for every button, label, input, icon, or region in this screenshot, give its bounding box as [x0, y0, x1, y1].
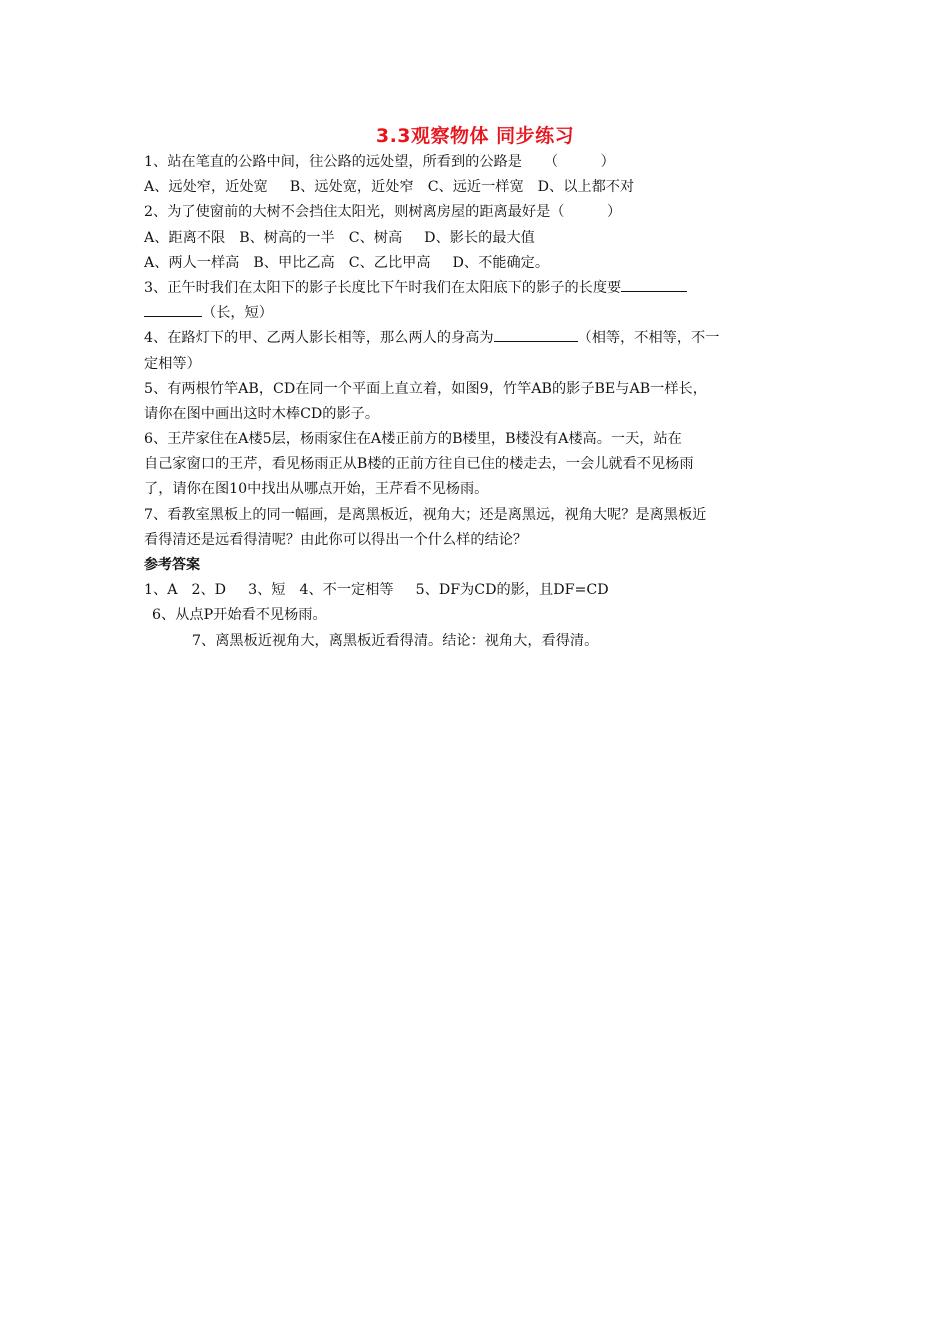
question-4-stem: 4、在路灯下的甲、乙两人影长相等，那么两人的身高为 — [144, 330, 494, 347]
question-1 — [144, 150, 812, 175]
question-2-options-extra — [144, 251, 812, 276]
question-6-line-1 — [144, 427, 812, 452]
option-c: C、远近一样宽 — [427, 179, 524, 196]
question-2-stem: 2、为了使窗前的大树不会挡住太阳光，则树离房屋的距离最好是 — [144, 204, 551, 221]
question-4-choices: （相等，不相等，不一 — [577, 330, 720, 347]
question-7-text: 7、看教室黑板上的同一幅画，是离黑板近，视角大；还是离黑远，视角大呢？是离黑板近 — [144, 506, 707, 523]
option-a: A、两人一样高 — [144, 254, 240, 271]
option-d: D、不能确定。 — [452, 254, 550, 271]
question-3-stem: 3、正午时我们在太阳下的影子长度比下午时我们在太阳底下的影子的长度要 — [144, 279, 622, 296]
answer-1: 1、A — [144, 582, 178, 599]
question-4 — [144, 326, 812, 351]
option-b: B、树高的一半 — [239, 229, 335, 246]
question-1-stem: 1、站在笔直的公路中间，往公路的远处望，所看到的公路是 — [144, 154, 522, 170]
question-3-choices: （长，短） — [202, 305, 273, 322]
question-6-text: 了，请你在图10中找出从哪点开始，王芹看不见杨雨。 — [144, 481, 489, 498]
option-a: A、距离不限 — [144, 229, 226, 246]
question-4-continued — [144, 352, 812, 377]
answer-2: 2、D — [191, 582, 227, 599]
question-6-line-2 — [144, 452, 812, 477]
answers-line-1 — [144, 578, 812, 603]
answers-heading: 参考答案 — [144, 557, 200, 573]
answer-blank — [494, 326, 578, 342]
worksheet-body — [144, 150, 812, 654]
question-5-line-1 — [144, 377, 812, 402]
answer-6: 6、从点P开始看不见杨雨。 — [152, 607, 327, 624]
answer-blank — [144, 301, 202, 317]
answer-5: 5、DF为CD的影，且DF=CD — [415, 582, 609, 599]
option-b: B、甲比乙高 — [253, 254, 335, 271]
question-6-text: 6、王芹家住在A楼5层，杨雨家住在A楼正前方的B楼里，B楼没有A楼高。一天，站在 — [144, 431, 682, 448]
question-2-options — [144, 226, 812, 251]
answer-blank — [621, 276, 687, 292]
question-6-text: 自己家窗口的王芹，看见杨雨正从B楼的正前方往自已住的楼走去，一会儿就看不见杨雨 — [144, 456, 694, 473]
answer-3: 3、短 — [248, 582, 286, 599]
option-c: C、树高 — [348, 229, 403, 246]
question-5-text: 请你在图中画出这时木棒CD的影子。 — [144, 405, 380, 422]
option-d: D、影长的最大值 — [424, 229, 535, 246]
question-4-choices-end: 定相等） — [144, 355, 201, 372]
answer-4: 4、不一定相等 — [299, 582, 394, 599]
question-3 — [144, 276, 812, 301]
answers-line-2 — [144, 603, 812, 628]
question-2 — [144, 200, 812, 225]
question-1-options — [144, 175, 812, 200]
question-7-line-2 — [144, 528, 812, 553]
option-b: B、远处宽，近处窄 — [289, 179, 414, 196]
page-title: 3.3观察物体 同步练习 — [375, 125, 575, 147]
question-5-line-2 — [144, 402, 812, 427]
option-c: C、乙比甲高 — [348, 254, 431, 271]
question-5-text: 5、有两根竹竿AB，CD在同一个平面上直立着，如图9，竹竿AB的影子BE与AB一样长， — [144, 380, 707, 397]
question-2-answer-paren: （ ） — [550, 204, 622, 221]
question-7-text: 看得清还是远看得清呢？由此你可以得出一个什么样的结论？ — [144, 531, 528, 548]
option-a: A、远处窄，近处宽 — [144, 179, 268, 196]
answer-7: 7、离黑板近视角大，离黑板近看得清。结论：视角大，看得清。 — [192, 632, 599, 649]
question-7-line-1 — [144, 503, 812, 528]
option-d: D、以上都不对 — [537, 179, 635, 196]
answers-line-3 — [144, 629, 812, 654]
question-6-line-3 — [144, 477, 812, 502]
question-3-continued — [144, 301, 812, 326]
question-1-answer-paren: （ ） — [543, 154, 615, 170]
